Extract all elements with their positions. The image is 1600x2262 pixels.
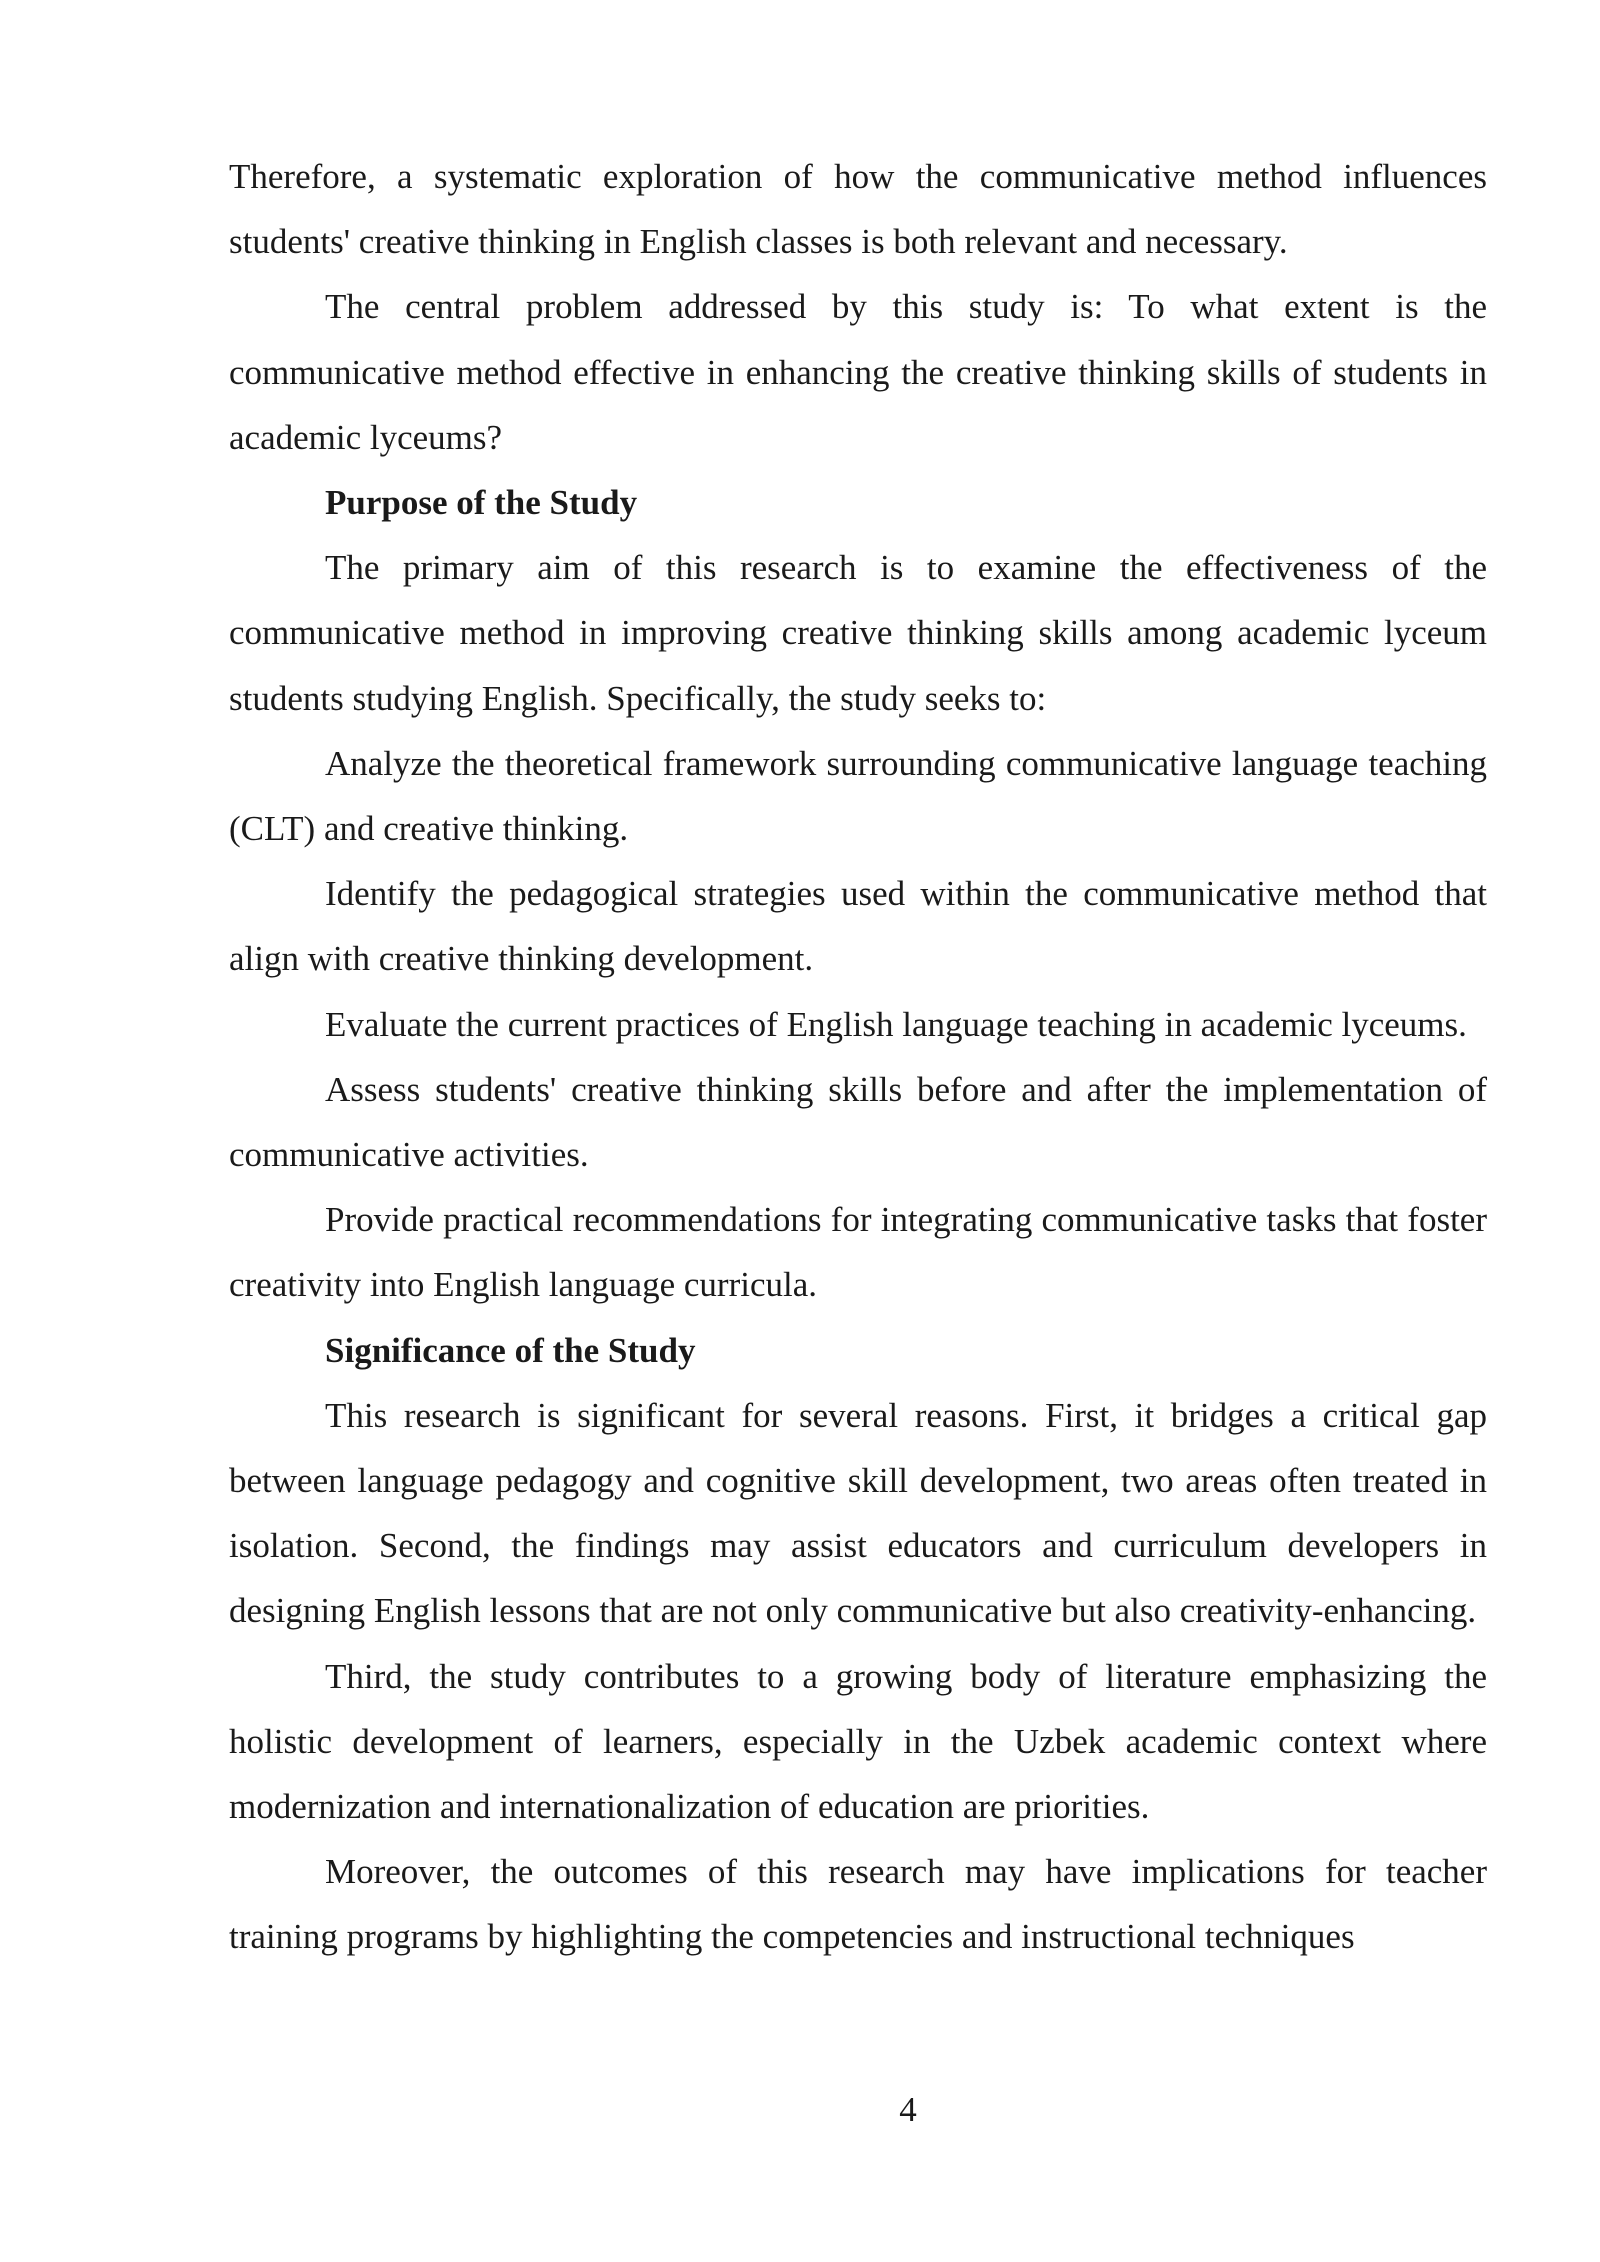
heading-purpose-of-study: Purpose of the Study bbox=[325, 483, 638, 523]
paragraph-identify: Identify the pedagogical strategies used within the communicative method that align with creative thinking development. bbox=[229, 874, 1487, 979]
page-number: 4 bbox=[899, 2090, 917, 2129]
paragraph-evaluate: Evaluate the current practices of English language teaching in academic lyceums. bbox=[325, 1004, 1467, 1044]
paragraph-provide: Provide practical recommendations for integrating communicative tasks that foster creativity into English language curricula. bbox=[229, 1200, 1487, 1305]
paragraph-third: Third, the study contributes to a growing body of literature emphasizing the holistic development of learners, especially in the Uzbek academic context where modernization and internationalization of education are priorities. bbox=[229, 1656, 1487, 1827]
paragraph-analyze: Analyze the theoretical framework surrounding communicative language teaching (CLT) and creative thinking. bbox=[229, 743, 1487, 849]
paragraph-assess: Assess students' creative thinking skills before and after the implementation of communicative activities. bbox=[229, 1069, 1487, 1175]
paragraph-central-problem: The central problem addressed by this study is: To what extent is the communicative method effective in enhancing the creative thinking skills of students in academic lyceums? bbox=[229, 287, 1487, 457]
paragraph-primary-aim: The primary aim of this research is to examine the effectiveness of the communicative method in improving creative thinking skills among academic lyceum students studying English. Specifically, the study seeks to: bbox=[229, 548, 1487, 718]
page-body bbox=[229, 144, 1487, 1970]
paragraph-significance: This research is significant for several reasons. First, it bridges a critical gap between language pedagogy and cognitive skill development, two areas often treated in isolation. Second, the findings may assist educators and curriculum developers in designing English lessons that are not only communicative but also creativity-enhancing. bbox=[229, 1395, 1487, 1631]
heading-significance-of-study: Significance of the Study bbox=[325, 1330, 696, 1370]
paragraph-moreover: Moreover, the outcomes of this research may have implications for teacher training programs by highlighting the competencies and instructional techniques bbox=[229, 1852, 1487, 1957]
paragraph-therefore: Therefore, a systematic exploration of how the communicative method influences students' creative thinking in English classes is both relevant and necessary. bbox=[229, 157, 1487, 262]
